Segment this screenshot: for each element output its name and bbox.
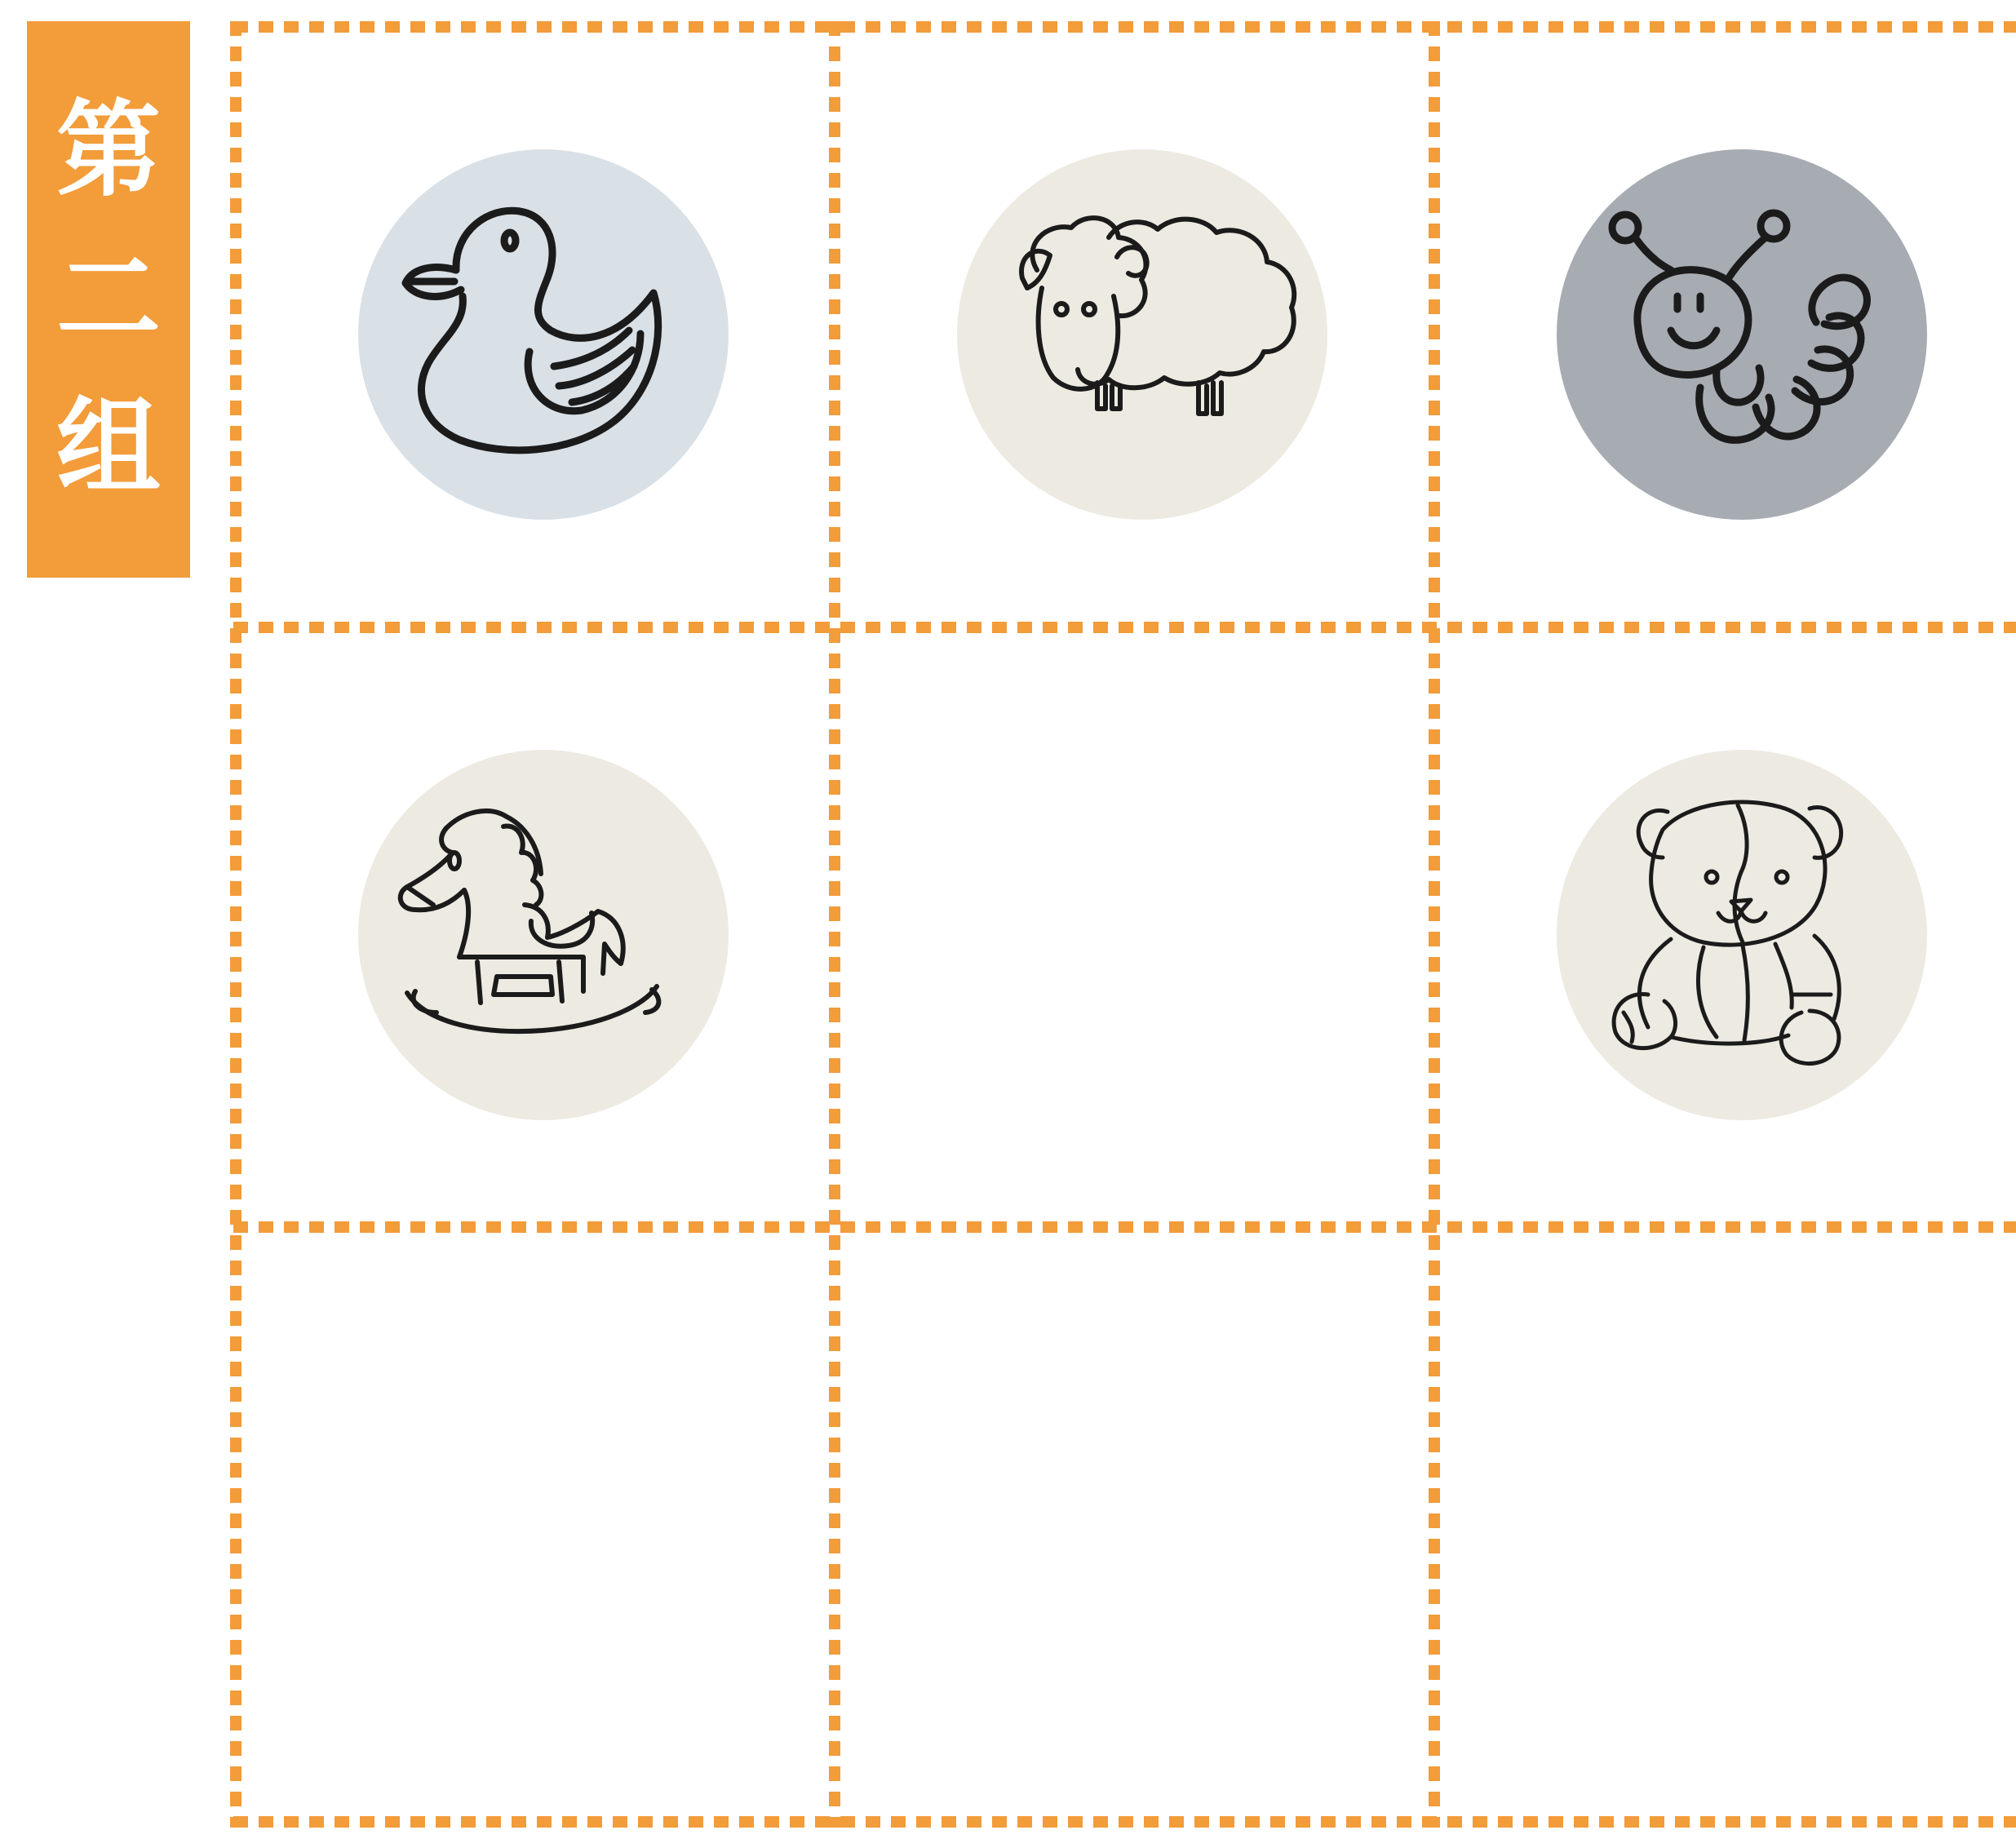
grid-cell[interactable] xyxy=(236,1227,836,1827)
grid-cell[interactable] xyxy=(835,27,1435,627)
group-label-char: 第 xyxy=(55,90,161,211)
sheep-icon xyxy=(957,149,1327,520)
caterpillar-icon xyxy=(1557,149,1927,520)
rocking-horse-icon xyxy=(358,750,729,1120)
group-label-char: 组 xyxy=(55,387,161,508)
teddy-bear-icon xyxy=(1557,750,1927,1120)
teddy-bear-circle xyxy=(1557,750,1927,1120)
grid-cell[interactable] xyxy=(236,27,836,627)
group-label xyxy=(27,21,190,578)
grid-cell[interactable] xyxy=(1434,627,2016,1227)
duck-circle xyxy=(358,149,729,520)
grid-cell[interactable] xyxy=(236,627,836,1227)
group-label-char: 二 xyxy=(55,238,161,360)
caterpillar-circle xyxy=(1557,149,1927,520)
duck-icon xyxy=(358,149,729,520)
grid-cell[interactable] xyxy=(835,627,1435,1227)
grid-cell[interactable] xyxy=(1434,1227,2016,1827)
grid-cell[interactable] xyxy=(1434,27,2016,627)
sheep-circle xyxy=(957,149,1327,520)
grid-cell[interactable] xyxy=(835,1227,1435,1827)
rocking-horse-circle xyxy=(358,750,729,1120)
picture-grid xyxy=(230,21,2016,1828)
